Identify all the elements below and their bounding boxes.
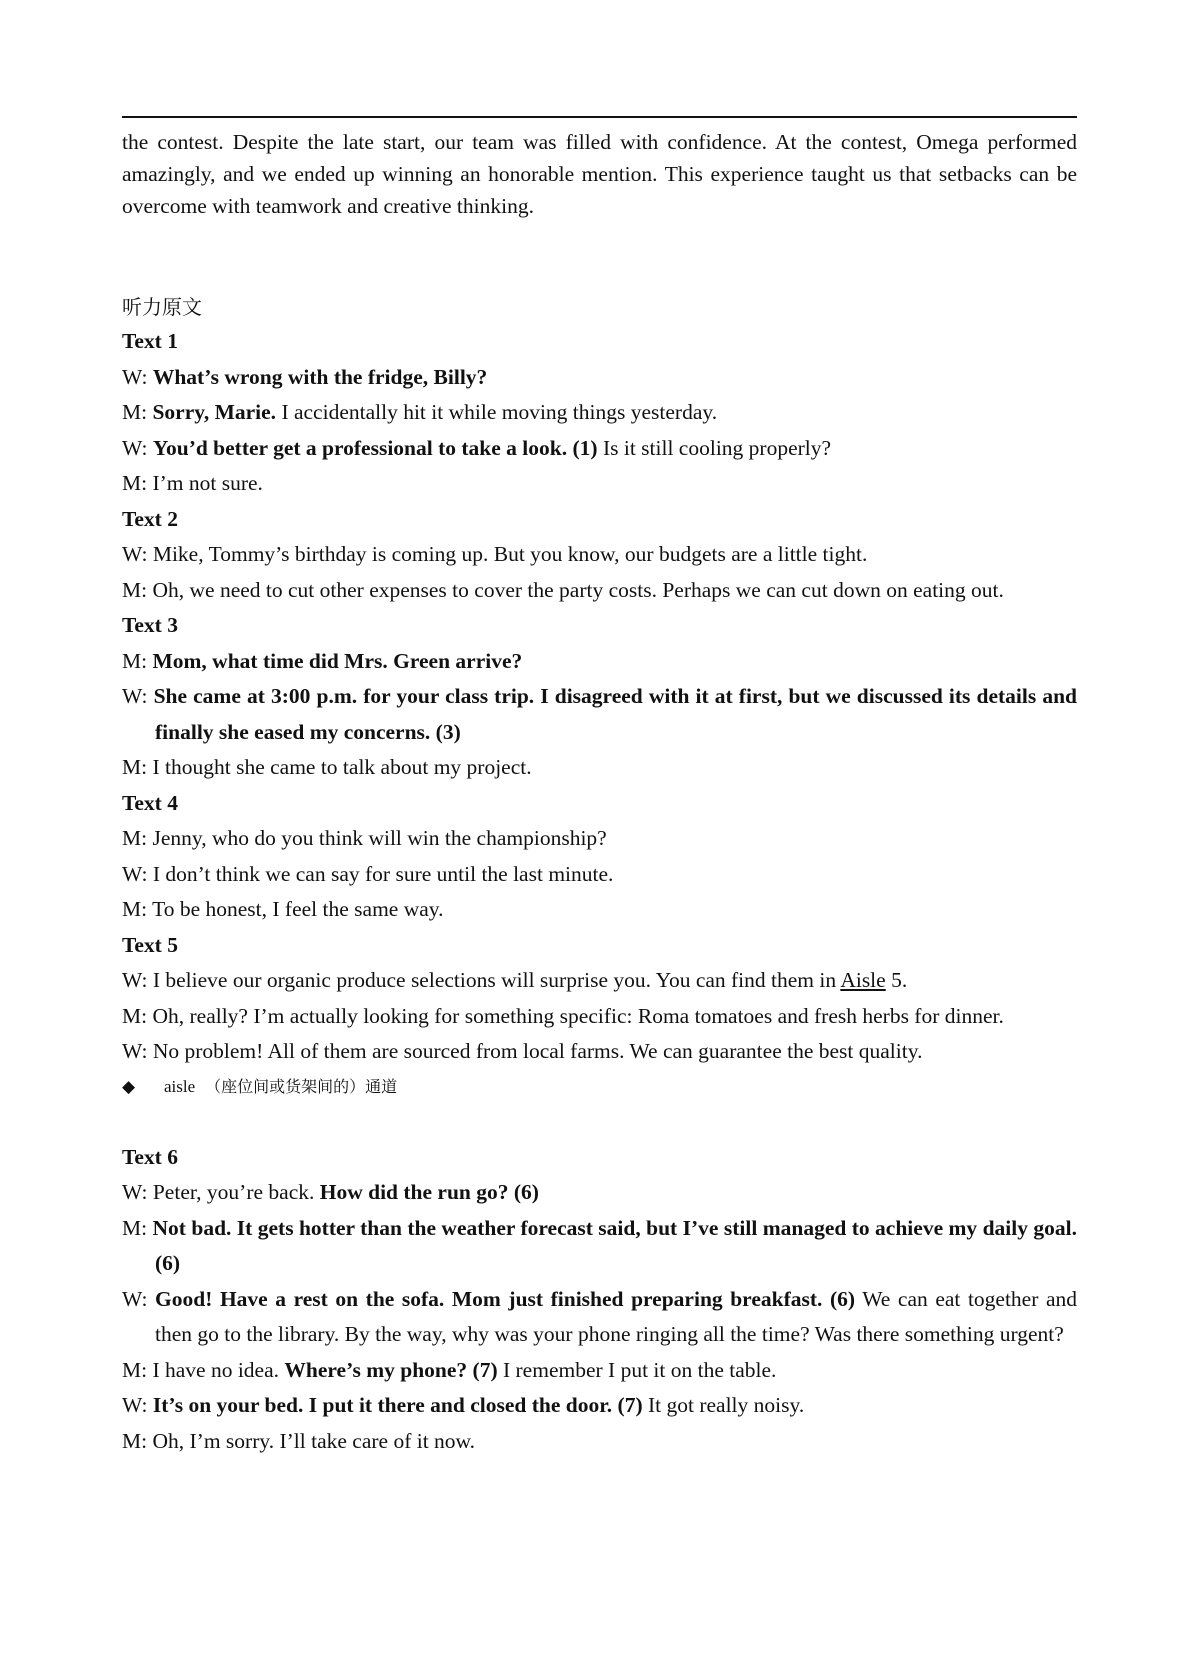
diamond-icon: ◆	[122, 1076, 136, 1097]
dialogue-line	[122, 395, 1077, 431]
text-heading: Text 2	[122, 506, 178, 531]
top-divider	[122, 116, 1077, 118]
line-text: I don’t think we can say for sure until the last minute.	[152, 861, 614, 886]
speaker-label: M:	[122, 1428, 148, 1453]
key-sentence: Mom, what time did Mrs. Green arrive?	[152, 648, 523, 673]
speaker-label: M:	[122, 1357, 148, 1382]
dialogue-line	[122, 1388, 1077, 1424]
vocabulary-note	[122, 1070, 1077, 1104]
dialogue-line	[122, 644, 1077, 680]
underlined-word: Aisle	[840, 968, 886, 992]
speaker-label: M:	[122, 1215, 148, 1240]
note-gloss: （座位间或货架间的）通道	[205, 1076, 398, 1096]
dialogue-line	[122, 857, 1077, 893]
line-text: Jenny, who do you think will win the championship?	[152, 826, 607, 850]
key-sentence: Good! Have a rest on the sofa. Mom just finished preparing breakfast. (6)	[155, 1286, 856, 1311]
dialogue-line	[122, 360, 1077, 396]
dialogue-line	[122, 1424, 1077, 1460]
text-heading: Text 5	[122, 932, 178, 957]
line-text: Is it still cooling properly?	[597, 435, 832, 460]
line-text: It got really noisy.	[642, 1393, 805, 1417]
line-text: I remember I put it on the table.	[497, 1357, 777, 1382]
line-text: Peter, you’re back.	[152, 1180, 320, 1204]
dialogue-line	[122, 750, 1077, 786]
dialogue-line	[122, 1353, 1077, 1389]
dialogue-line	[122, 892, 1077, 928]
line-text: I accidentally hit it while moving things yesterday.	[276, 400, 718, 424]
dialogue-line	[122, 466, 1077, 502]
note-word: aisle	[164, 1076, 196, 1096]
speaker-label: M:	[122, 897, 148, 921]
key-sentence: Not bad. It gets hotter than the weather forecast said, but I’ve still managed to achieve my daily goal. (6)	[152, 1215, 1078, 1275]
line-text: Oh, really? I’m actually looking for something specific: Roma tomatoes and fresh herbs for dinner.	[152, 1003, 1004, 1028]
speaker-label: M:	[122, 755, 148, 779]
dialogue-line	[122, 999, 1077, 1035]
speaker-label: M:	[122, 400, 148, 424]
line-text: I have no idea.	[152, 1357, 285, 1382]
speaker-label: M:	[122, 648, 148, 673]
key-sentence: Sorry, Marie.	[152, 400, 277, 424]
dialogue-line	[122, 1034, 1077, 1070]
line-text: We can eat together and then go to the library. By the way, why was your phone ringing all the time? Was there something urgent?	[155, 1286, 1077, 1346]
dialogue-line	[122, 1282, 1077, 1353]
line-text: To be honest, I feel the same way.	[152, 897, 444, 921]
speaker-label: W:	[122, 1393, 148, 1417]
dialogue-line	[122, 821, 1077, 857]
dialogue-line	[122, 1175, 1077, 1211]
speaker-label: W:	[122, 364, 148, 389]
dialogue-line	[122, 573, 1077, 609]
speaker-label: W:	[122, 1039, 148, 1063]
key-sentence: How did the run go? (6)	[319, 1180, 539, 1204]
speaker-label: W:	[122, 1180, 148, 1204]
speaker-label: W:	[122, 1286, 148, 1311]
line-text: Oh, we need to cut other expenses to cover the party costs. Perhaps we can cut down on eating out.	[152, 577, 1004, 602]
section-title: 听力原文	[122, 295, 202, 319]
speaker-label: W:	[122, 968, 148, 992]
speaker-label: M:	[122, 1003, 148, 1028]
line-text: No problem! All of them are sourced from local farms. We can guarantee the best quality.	[152, 1039, 923, 1063]
line-text: Mike, Tommy’s birthday is coming up. But you know, our budgets are a little tight.	[152, 542, 868, 566]
dialogue-line	[122, 537, 1077, 573]
speaker-label: W:	[122, 542, 148, 566]
dialogue-line	[122, 679, 1077, 750]
transcript	[122, 324, 1077, 1459]
intro-paragraph: the contest. Despite the late start, our team was filled with confidence. At the contest, Omega performed amazingly, and we ended up winning an honorable mention. This experience taught us that setbacks can be overcome with teamwork and creative thinking.	[122, 130, 1077, 218]
text-heading: Text 3	[122, 613, 178, 637]
speaker-label: W:	[122, 435, 148, 460]
text-heading: Text 6	[122, 1144, 178, 1169]
key-sentence: It’s on your bed. I put it there and closed the door. (7)	[152, 1393, 643, 1417]
line-text: I thought she came to talk about my project.	[152, 755, 532, 779]
speaker-label: M:	[122, 826, 148, 850]
dialogue-line	[122, 963, 1077, 999]
speaker-label: M:	[122, 471, 148, 495]
text-heading: Text 1	[122, 329, 178, 353]
key-sentence: Where’s my phone? (7)	[284, 1357, 498, 1382]
key-sentence: You’d better get a professional to take a look. (1)	[152, 435, 598, 460]
key-sentence: What’s wrong with the fridge, Billy?	[152, 364, 488, 389]
line-text: I believe our organic produce selections will surprise you. You can find them in	[152, 968, 841, 992]
key-sentence: She came at 3:00 p.m. for your class trip. I disagreed with it at first, but we discussed its details and finally she eased my concerns. (3)	[153, 684, 1078, 744]
dialogue-line	[122, 431, 1077, 467]
speaker-label: W:	[122, 861, 148, 886]
speaker-label: W:	[122, 684, 148, 708]
text-heading: Text 4	[122, 790, 178, 815]
document-page	[122, 116, 1077, 1459]
line-text: 5.	[885, 968, 908, 992]
line-text: Oh, I’m sorry. I’ll take care of it now.	[152, 1428, 476, 1453]
line-text: I’m not sure.	[152, 471, 263, 495]
dialogue-line	[122, 1211, 1077, 1282]
speaker-label: M:	[122, 577, 148, 602]
